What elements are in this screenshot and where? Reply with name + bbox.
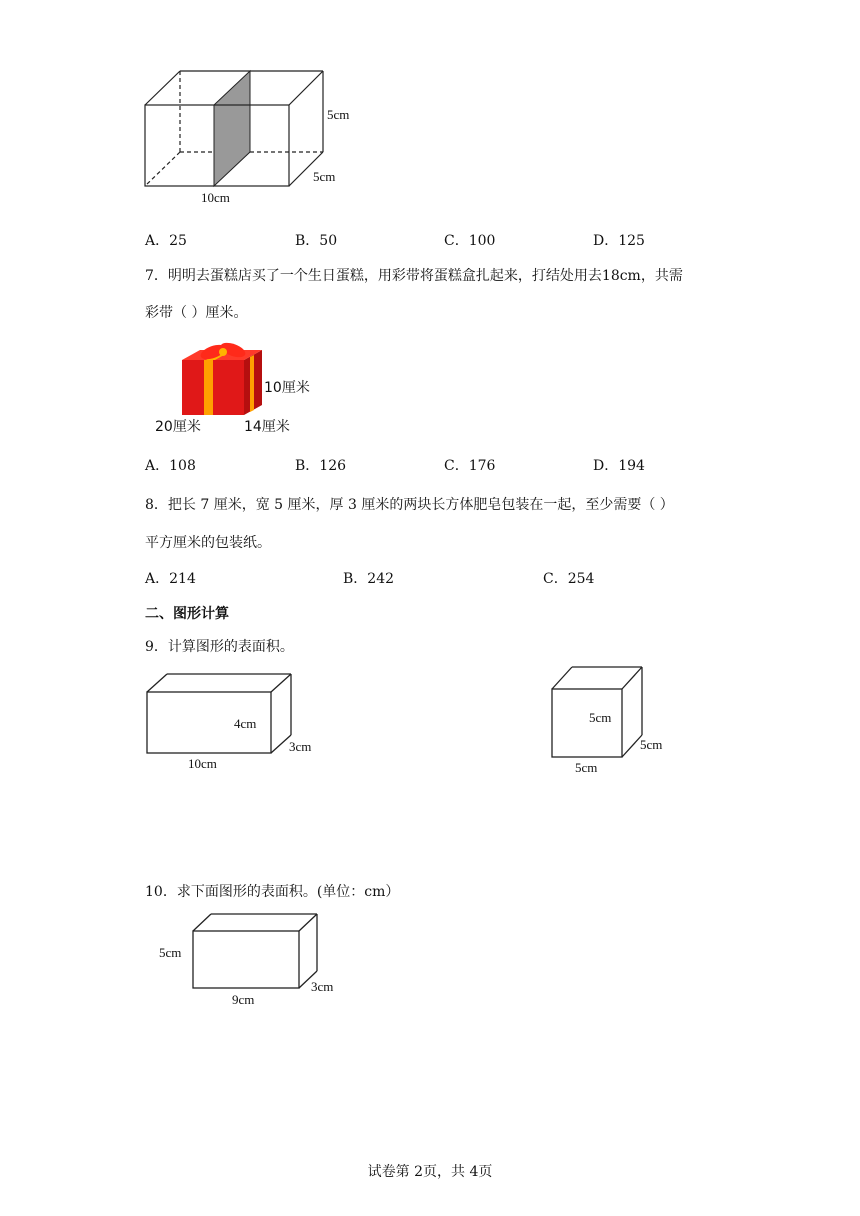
q6-height-label: 5cm: [327, 107, 350, 122]
q10-question: 10．求下面图形的表面积。(单位：cm）: [145, 884, 400, 900]
q6-option-b[interactable]: B．50: [295, 233, 338, 249]
q6-option-a[interactable]: A．25: [145, 233, 187, 249]
q7-length-label: 20厘米: [155, 419, 201, 435]
q7-question-line2: 彩带（ ）厘米。: [145, 305, 248, 321]
q8-question-line2: 平方厘米的包装纸。: [145, 535, 271, 551]
q9-fig1-length-label: 10cm: [188, 756, 217, 771]
q8-question-line1: 8．把长 7 厘米，宽 5 厘米，厚 3 厘米的两块长方体肥皂包装在一起，至少需要（ ）: [145, 497, 674, 513]
q6-depth-label: 5cm: [313, 169, 336, 184]
q10-depth-label: 3cm: [311, 979, 334, 994]
q7-option-c[interactable]: C．176: [444, 458, 496, 474]
q9-fig1-height-label: 4cm: [234, 716, 257, 731]
q10-length-label: 9cm: [232, 992, 255, 1007]
q10-height-label: 5cm: [159, 945, 182, 960]
q7-question-line1: 7．明明去蛋糕店买了一个生日蛋糕，用彩带将蛋糕盒扎起来，打结处用去18cm，共需: [145, 268, 683, 284]
q7-option-b[interactable]: B．126: [295, 458, 347, 474]
q8-option-b[interactable]: B．242: [343, 571, 395, 587]
q9-question: 9．计算图形的表面积。: [145, 639, 294, 655]
q9-fig2-length-label: 5cm: [575, 760, 598, 775]
q7-height-label: 10厘米: [264, 380, 310, 396]
page-footer: 试卷第 2页，共 4页: [367, 1164, 493, 1180]
q8-option-c[interactable]: C．254: [543, 571, 595, 587]
q9-fig1-depth-label: 3cm: [289, 739, 312, 754]
q7-option-a[interactable]: A．108: [145, 458, 196, 474]
q7-width-label: 14厘米: [244, 419, 290, 435]
q6-length-label: 10cm: [201, 190, 230, 205]
section2-title: 二、图形计算: [145, 606, 229, 622]
q7-option-d[interactable]: D．194: [593, 458, 645, 474]
q6-option-d[interactable]: D．125: [593, 233, 645, 249]
q9-fig2-depth-label: 5cm: [640, 737, 663, 752]
q6-option-c[interactable]: C．100: [444, 233, 496, 249]
q9-fig2-height-label: 5cm: [589, 710, 612, 725]
q8-option-a[interactable]: A．214: [145, 571, 196, 587]
